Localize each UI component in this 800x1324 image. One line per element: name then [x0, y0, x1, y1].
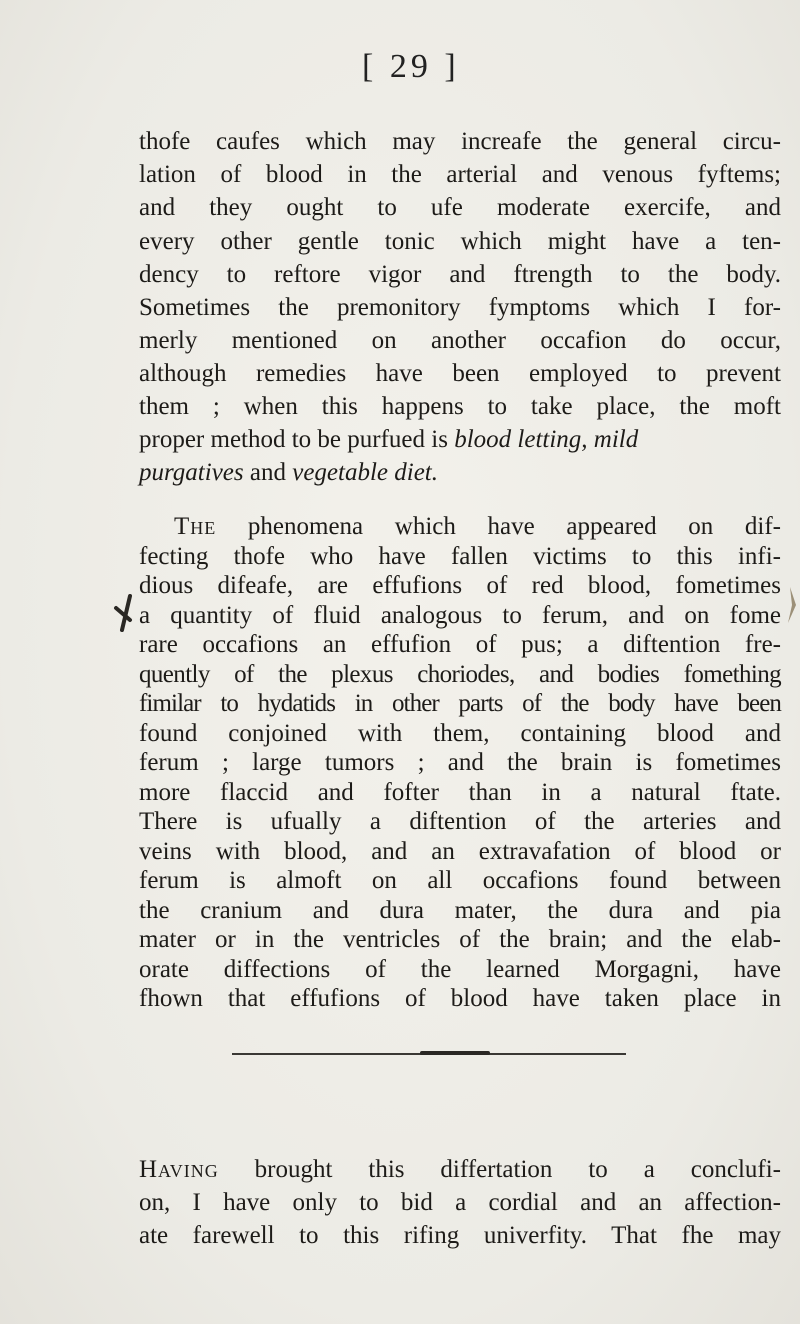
- small-caps-lead: The: [174, 513, 217, 540]
- text-line: ferum ; large tumors ; and the brain is fometimes: [139, 749, 781, 776]
- edge-stain-icon: [780, 585, 800, 625]
- text-line: veins with blood, and an extravafation of blood or: [139, 837, 781, 865]
- text-line: although remedies have been employed to prevent: [139, 360, 781, 387]
- text-line: lation of blood in the arterial and venous fyftems;: [139, 161, 781, 188]
- text-line: every other gentle tonic which might have a ten-: [139, 228, 781, 255]
- edge-stain: [780, 585, 800, 625]
- margin-mark-icon: [108, 594, 138, 634]
- text-line: them ; when this happens to take place, the moft: [139, 393, 781, 420]
- text-line: ate farewell to this rifing univerfity. That fhe may: [139, 1222, 781, 1249]
- text-line: mater or in the ventricles of the brain; and the elab-: [139, 926, 781, 953]
- italic-phrase: blood letting,: [454, 426, 588, 453]
- text-line: Sometimes the premonitory fymptoms which I for-: [139, 294, 781, 321]
- text-line: dious difeafe, are effufions of red blood, fometimes: [139, 572, 781, 599]
- text-line: rare occafions an effufion of pus; a diftention fre-: [139, 631, 781, 658]
- text-line: fimilar to hydatids in other parts of the body have been: [139, 690, 781, 717]
- text-line: found conjoined with them, containing blood and: [139, 719, 781, 747]
- text-fragment: and: [243, 459, 293, 486]
- text-line: and they ought to ufe moderate exercife, and: [139, 194, 781, 221]
- text-line: There is ufually a diftention of the arteries and: [139, 808, 781, 835]
- text-line: fecting thofe who have fallen victims to this infi-: [139, 542, 781, 570]
- text-line: thofe caufes which may increafe the general circu-: [139, 128, 781, 155]
- text-line: ferum is almoft on all occafions found between: [139, 867, 781, 894]
- text-line: merly mentioned on another occafion do occur,: [139, 327, 781, 354]
- text-fragment: phenomena which have appeared on dif-: [216, 513, 781, 540]
- italic-phrase: purgatives: [139, 459, 244, 486]
- text-line: a quantity of fluid analogous to ferum, and on fome: [139, 601, 781, 629]
- text-line-with-italics: [139, 458, 781, 488]
- margin-mark: [108, 594, 138, 634]
- text-line: [174, 512, 781, 542]
- text-line: quently of the plexus choriodes, and bodies fomething: [139, 660, 781, 688]
- text-line: dency to reftore vigor and ftrength to the body.: [139, 261, 781, 288]
- text-line: [139, 1155, 781, 1185]
- text-line: fhown that effufions of blood have taken place in: [139, 985, 781, 1012]
- text-line: on, I have only to bid a cordial and an affection-: [139, 1189, 781, 1216]
- small-caps-lead: Having: [139, 1156, 219, 1183]
- italic-phrase: mild: [587, 426, 639, 453]
- text-line: orate diffections of the learned Morgagni, have: [139, 955, 781, 983]
- text-fragment: brought this differtation to a conclufi-: [218, 1156, 781, 1183]
- page-number: [ 29 ]: [362, 48, 460, 85]
- text-line-with-italics: proper method to be purfued is blood letting, mild: [139, 426, 639, 453]
- italic-phrase: vegetable diet.: [292, 459, 438, 486]
- section-divider-accent: [420, 1051, 490, 1055]
- text-line: more flaccid and fofter than in a natural ftate.: [139, 778, 781, 806]
- text-line: the cranium and dura mater, the dura and pia: [139, 896, 781, 924]
